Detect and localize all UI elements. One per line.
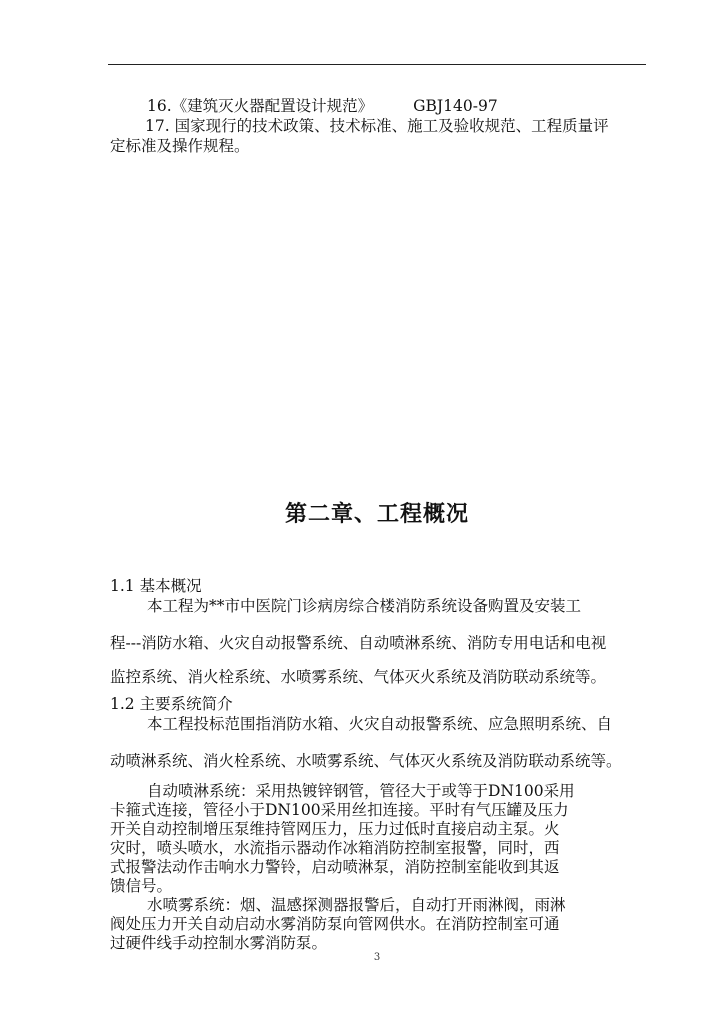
paragraph-line: 开关自动控制增压泵维持管网压力，压力过低时直接启动主泵。火 bbox=[110, 820, 560, 838]
paragraph-line: 式报警法动作击响水力警铃，启动喷淋泵，消防控制室能收到其返 bbox=[110, 858, 560, 876]
paragraph-line: 馈信号。 bbox=[110, 877, 173, 895]
paragraph-line: 本工程为**市中医院门诊病房综合楼消防系统设备购置及安装工 bbox=[147, 597, 582, 615]
reference-item-17-line1: 17. 国家现行的技术政策、技术标准、施工及验收规范、工程质量评 bbox=[145, 117, 609, 135]
reference-item-16 bbox=[110, 96, 646, 116]
paragraph-line: 本工程投标范围指消防水箱、火灾自动报警系统、应急照明系统、自 bbox=[147, 715, 613, 733]
paragraph-line: 过硬件线手动控制水雾消防泵。 bbox=[110, 934, 328, 952]
reference-code: GBJ140-97 bbox=[413, 97, 498, 115]
paragraph-line: 水喷雾系统：烟、温感探测器报警后，自动打开雨淋阀，雨淋 bbox=[147, 896, 566, 914]
paragraph-line: 动喷淋系统、消火栓系统、水喷雾系统、气体灭火系统及消防联动系统等。 bbox=[110, 752, 622, 770]
paragraph-line: 卡箍式连接，管径小于DN100采用丝扣连接。平时有气压罐及压力 bbox=[110, 801, 569, 819]
reference-item-17-line2: 定标准及操作规程。 bbox=[110, 137, 250, 155]
chapter-title: 第二章、工程概况 bbox=[284, 502, 469, 527]
chapter-body bbox=[110, 576, 650, 953]
header-rule bbox=[108, 64, 646, 65]
reference-title: 16.《建筑灭火器配置设计规范》 bbox=[147, 97, 374, 115]
section-heading: 1.2 主要系统简介 bbox=[110, 695, 233, 713]
paragraph-line: 阀处压力开关自动启动水雾消防泵向管网供水。在消防控制室可通 bbox=[110, 915, 560, 933]
section-heading: 1.1 基本概况 bbox=[110, 577, 202, 595]
paragraph-line: 监控系统、消火栓系统、水喷雾系统、气体灭火系统及消防联动系统等。 bbox=[110, 668, 607, 686]
page-number: 3 bbox=[373, 952, 381, 963]
paragraph-line: 自动喷淋系统：采用热镀锌钢管，管径大于或等于DN100采用 bbox=[147, 782, 575, 800]
paragraph-line: 程---消防水箱、火灾自动报警系统、自动喷淋系统、消防专用电话和电视 bbox=[110, 634, 607, 652]
paragraph-line: 灾时，喷头喷水，水流指示器动作冰箱消防控制室报警，同时，西 bbox=[110, 839, 560, 857]
reference-list bbox=[110, 96, 646, 156]
